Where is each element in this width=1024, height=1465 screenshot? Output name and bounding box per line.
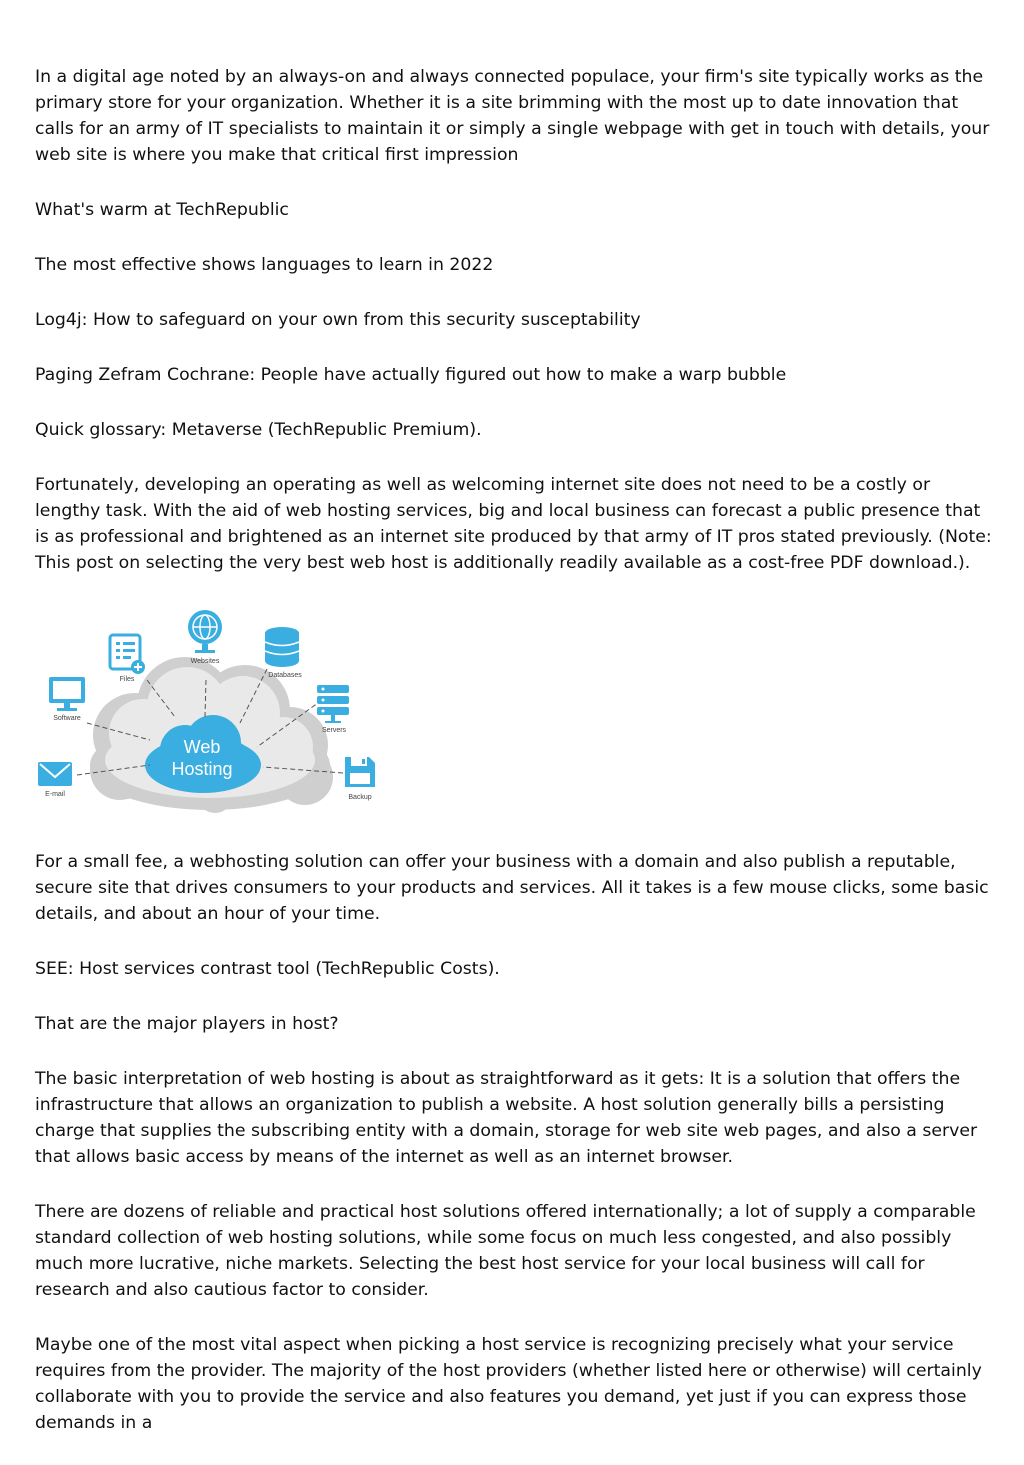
diagram-label-files: Files bbox=[119, 676, 135, 683]
diagram-label-websites: Websites bbox=[190, 658, 220, 665]
article-body bbox=[35, 64, 995, 1465]
envelope-icon bbox=[38, 762, 72, 786]
paragraph-fortunately: Fortunately, developing an operating as well as welcoming internet site does not need to be a costly or lengthy task. With the aid of web hosting services, big and local business can forecast a public presence that is as professional and brightened as an internet site produced by that army of IT pros stated previously. (Note: This post on selecting the very best web host is additionally readily available as a cost-free PDF download.). bbox=[35, 475, 992, 573]
database-icon bbox=[265, 627, 299, 667]
diagram-center-label-web: Web bbox=[183, 737, 221, 757]
related-link-warp-bubble: Paging Zefram Cochrane: People have actually figured out how to make a warp bubble bbox=[35, 365, 787, 385]
globe-icon bbox=[188, 610, 222, 653]
section-heading-major-players: That are the major players in host? bbox=[35, 1014, 339, 1034]
paragraph-interpretation: The basic interpretation of web hosting is about as straightforward as it gets: It is a solution that offers the infrastructure that allows an organization to publish a website. A host solution generally bills a persisting charge that supplies the subscribing entity with a domain, storage for web site web pages, and also a server that allows basic access by means of the internet as well as an internet browser. bbox=[35, 1069, 978, 1167]
floppy-disk-icon bbox=[345, 757, 375, 787]
related-link-metaverse: Quick glossary: Metaverse (TechRepublic Premium). bbox=[35, 420, 482, 440]
related-link-languages: The most effective shows languages to learn in 2022 bbox=[35, 255, 494, 275]
diagram-label-databases: Databases bbox=[268, 672, 302, 679]
files-icon bbox=[110, 635, 145, 674]
diagram-label-email: E-mail bbox=[45, 791, 65, 798]
diagram-label-software: Software bbox=[53, 715, 81, 722]
whats-hot-heading: What's warm at TechRepublic bbox=[35, 200, 289, 220]
diagram-center-label-hosting: Hosting bbox=[171, 759, 233, 779]
server-icon bbox=[317, 685, 349, 723]
diagram-label-backup: Backup bbox=[348, 794, 372, 801]
web-hosting-diagram bbox=[35, 605, 385, 820]
paragraph-dozens: There are dozens of reliable and practical host solutions offered internationally; a lot of supply a comparable standard collection of web hosting solutions, while some focus on much less congested, and also possibly much more lucrative, niche markets. Selecting the best host service for your local business will call for research and also cautious factor to consider. bbox=[35, 1202, 976, 1300]
paragraph-vital-aspect: Maybe one of the most vital aspect when picking a host service is recognizing precisely what your service requires from the provider. The majority of the host providers (whether listed here or otherwise) will certainly collaborate with you to provide the service and also features you demand, yet just if you can express those demands in a bbox=[35, 1335, 982, 1433]
diagram-label-servers: Servers bbox=[321, 727, 347, 734]
monitor-icon bbox=[49, 677, 85, 711]
paragraph-small-fee: For a small fee, a webhosting solution can offer your business with a domain and also publish a reputable, secure site that drives consumers to your products and services. All it takes is a few mouse clicks, some basic details, and about an hour of your time. bbox=[35, 852, 989, 924]
related-link-log4j: Log4j: How to safeguard on your own from this security susceptability bbox=[35, 310, 641, 330]
related-link-contrast-tool: SEE: Host services contrast tool (TechRepublic Costs). bbox=[35, 959, 500, 979]
paragraph-intro: In a digital age noted by an always-on and always connected populace, your firm's site typically works as the primary store for your organization. Whether it is a site brimming with the most up to date innovation that calls for an army of IT specialists to maintain it or simply a single webpage with get in touch with details, your web site is where you make that critical first impression bbox=[35, 67, 990, 165]
